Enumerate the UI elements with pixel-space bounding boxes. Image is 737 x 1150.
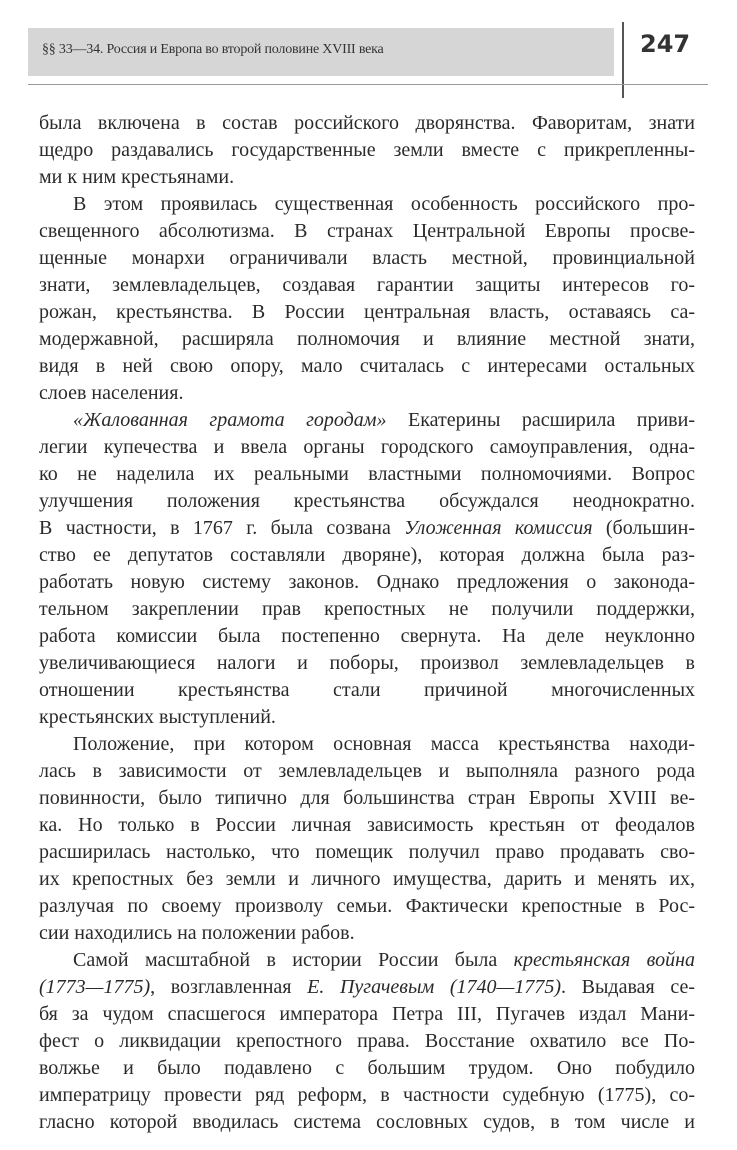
text-line	[39, 731, 695, 758]
running-header-title: §§ 33—34. Россия и Европа во второй половине XVIII века	[42, 42, 384, 57]
text-segment: работать новую систему законов. Однако предложения о законода-	[39, 571, 695, 593]
text-segment: . Выдавая се-	[560, 976, 695, 998]
text-line	[39, 785, 695, 812]
text-line	[39, 1055, 695, 1082]
text-segment: крестьянских выступлений.	[39, 706, 276, 728]
text-segment: императрицу провести ряд реформ, в частности судебную (1775), со-	[39, 1084, 695, 1106]
text-line	[39, 596, 695, 623]
text-line	[39, 218, 695, 245]
text-segment: увеличивающиеся налоги и поборы, произвол землевладельцев в	[39, 652, 695, 674]
text-segment: слоев населения.	[39, 382, 184, 404]
text-segment: рожан, крестьянства. В России центральная власть, оставаясь са-	[39, 301, 695, 323]
text-line	[39, 1109, 695, 1136]
text-segment: В частности, в 1767 г. была созвана	[39, 517, 405, 539]
body-text	[39, 110, 695, 1136]
italic-term: Е. Пугачевым (1740—1775)	[307, 976, 561, 998]
text-segment: тельном закреплении прав крепостных не получили поддержки,	[39, 598, 695, 620]
text-segment: Екатерины расширила приви-	[386, 409, 695, 431]
text-line	[39, 299, 695, 326]
text-segment: лась в зависимости от землевладельцев и выполняла разного рода	[39, 760, 695, 782]
text-line	[39, 380, 695, 407]
text-line	[39, 245, 695, 272]
text-segment: ство ее депутатов составляли дворяне), которая должна была раз-	[39, 544, 695, 566]
text-line	[39, 1001, 695, 1028]
text-segment: В этом проявилась существенная особенность российского про-	[73, 193, 695, 215]
text-segment: их крепостных без земли и личного имущества, дарить и менять их,	[39, 868, 695, 890]
text-segment: фест о ликвидации крепостного права. Восстание охватило все По-	[39, 1030, 695, 1052]
text-segment: гласно которой вводилась система сословных судов, в том числе и	[39, 1111, 695, 1133]
text-segment: расширилась настолько, что помещик получил право продавать сво-	[39, 841, 695, 863]
text-line	[39, 893, 695, 920]
text-segment: ко не наделила их реальными властными полномочиями. Вопрос	[39, 463, 695, 485]
text-line	[39, 947, 695, 974]
header-divider	[622, 22, 624, 98]
text-segment: модержавной, расширяла полномочия и влияние местной знати,	[39, 328, 695, 350]
text-line	[39, 812, 695, 839]
text-segment: легии купечества и ввела органы городского самоуправления, одна-	[39, 436, 695, 458]
text-line	[39, 137, 695, 164]
text-line	[39, 164, 695, 191]
text-segment: сии находились на положении рабов.	[39, 922, 355, 944]
text-line	[39, 650, 695, 677]
text-segment: Положение, при котором основная масса крестьянства находи-	[73, 733, 695, 755]
text-segment: Самой масштабной в истории России была	[73, 949, 514, 971]
text-line	[39, 839, 695, 866]
text-segment: улучшения положения крестьянства обсуждался неоднократно.	[39, 490, 695, 512]
running-header-bar	[28, 28, 614, 76]
text-segment: разлучая по своему произволу семьи. Фактически крепостные в Рос-	[39, 895, 695, 917]
text-segment: (большин-	[592, 517, 695, 539]
header-rule	[28, 84, 708, 85]
page-number: 247	[640, 30, 691, 58]
text-line	[39, 353, 695, 380]
text-line	[39, 272, 695, 299]
text-segment: была включена в состав российского дворянства. Фаворитам, знати	[39, 112, 695, 134]
text-segment: отношении крестьянства стали причиной многочисленных	[39, 679, 695, 701]
text-line	[39, 434, 695, 461]
text-segment: щенные монархи ограничивали власть местной, провинциальной	[39, 247, 695, 269]
text-line	[39, 677, 695, 704]
text-segment: волжье и было подавлено с большим трудом. Оно побудило	[39, 1057, 695, 1079]
text-line	[39, 488, 695, 515]
text-line	[39, 542, 695, 569]
text-line	[39, 407, 695, 434]
text-line	[39, 1082, 695, 1109]
text-segment: ка. Но только в России личная зависимость крестьян от феодалов	[39, 814, 695, 836]
text-line	[39, 974, 695, 1001]
italic-term: «Жалованная грамота городам»	[73, 409, 387, 431]
text-line	[39, 704, 695, 731]
text-line	[39, 515, 695, 542]
text-line	[39, 110, 695, 137]
text-line	[39, 866, 695, 893]
text-line	[39, 1028, 695, 1055]
text-segment: , возглавленная	[150, 976, 308, 998]
text-line	[39, 326, 695, 353]
text-segment: щедро раздавались государственные земли вместе с прикрепленны-	[39, 139, 695, 161]
text-segment: бя за чудом спасшегося императора Петра III, Пугачев издал Мани-	[39, 1003, 695, 1025]
italic-term: Уложенная комиссия	[404, 517, 593, 539]
text-segment: свещенного абсолютизма. В странах Центральной Европы просве-	[39, 220, 695, 242]
text-line	[39, 920, 695, 947]
text-segment: работа комиссии была постепенно свернута. На деле неуклонно	[39, 625, 695, 647]
text-segment: видя в ней свою опору, мало считалась с интересами остальных	[39, 355, 695, 377]
text-segment: знати, землевладельцев, создавая гарантии защиты интересов го-	[39, 274, 695, 296]
text-line	[39, 758, 695, 785]
text-segment: повинности, было типично для большинства стран Европы XVIII ве-	[39, 787, 695, 809]
text-line	[39, 623, 695, 650]
italic-term: крестьянская война	[513, 949, 696, 971]
text-segment: ми к ним крестьянами.	[39, 166, 235, 188]
italic-term: (1773—1775)	[39, 976, 151, 998]
text-line	[39, 569, 695, 596]
text-line	[39, 191, 695, 218]
text-line	[39, 461, 695, 488]
